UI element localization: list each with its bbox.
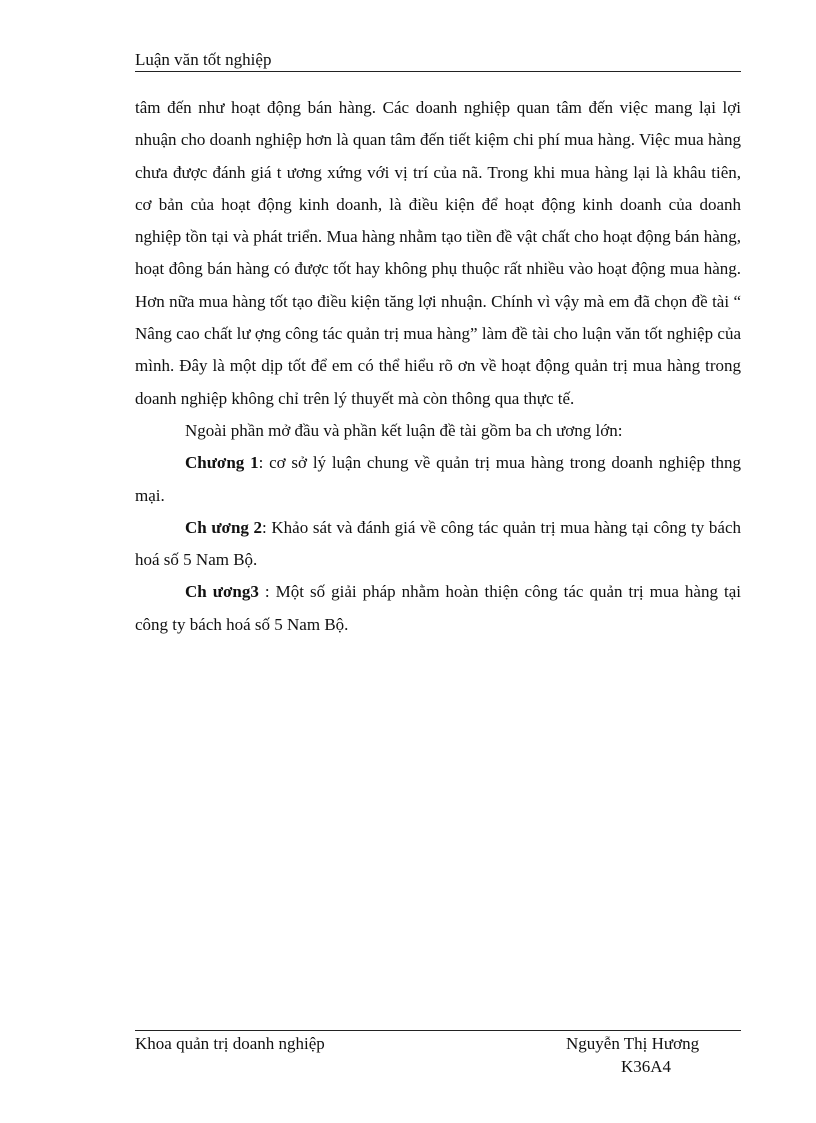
body-text — [135, 92, 741, 641]
chapter-1-label: Chương 1 — [185, 453, 259, 473]
footer-author: Nguyễn Thị Hương — [566, 1034, 700, 1053]
chapter-2-text: : Khảo sát và đánh giá về công tác quản trị mua hàng tại công ty bách hoá số 5 Nam Bộ. — [135, 517, 741, 570]
chapter-3-label: Ch ương3 — [185, 582, 259, 602]
header-rule — [135, 71, 741, 72]
paragraph-intro: tâm đến như hoạt động bán hàng. Các doanh nghiệp quan tâm đến việc mang lại lợi nhuận cho doanh nghiệp hơn là quan tâm đến tiết kiệm chi phí mua hàng. Việc mua hàng chưa được đánh giá t ương xứng với vị trí của nã. Trong khi mua hàng lại là khâu tiên, cơ bản của hoạt động kinh doanh, là điều kiện để hoạt động kinh doanh của doanh nghiệp tồn tại và phát triển. Mua hàng nhằm tạo tiền đề vật chất cho hoạt động bán hàng, hoạt đông bán hàng có được tốt hay không phụ thuộc rất nhiều vào hoạt động mua hàng. Hơn nữa mua hàng tốt tạo điều kiện tăng lợi nhuận. Chính vì vậy mà em đã chọn đề tài “ Nâng cao chất lư ợng công tác quản trị mua hàng” làm đề tài cho luận văn tốt nghiệp của mình. Đây là một dịp tốt để em có thể hiểu rõ ơn về hoạt động quản trị mua hàng trong doanh nghiệp không chỉ trên lý thuyết mà còn thông qua thực tế. — [135, 98, 741, 408]
chapter-1-text: : cơ sở lý luận chung về quản trị mua hàng trong doanh nghiệp thng mại. — [135, 453, 741, 505]
header-title: Luận văn tốt nghiệp — [135, 50, 272, 69]
footer-faculty: Khoa quản trị doanh nghiệp — [135, 1034, 325, 1053]
paragraph-chapter-3 — [135, 576, 741, 641]
paragraph-chapter-1 — [135, 447, 741, 512]
footer-class: K36A4 — [621, 1057, 672, 1076]
chapter-3-text: : Một số giải pháp nhằm hoàn thiện công tác quản trị mua hàng tại công ty bách hoá số 5 Nam Bộ. — [135, 582, 741, 634]
paragraph-chapter-2 — [135, 512, 741, 577]
paragraph-chapters-intro: Ngoài phần mở đầu và phần kết luận đề tài gồm ba ch ương lớn: — [185, 420, 623, 440]
chapter-2-label: Ch ương 2 — [185, 517, 263, 537]
footer-rule — [135, 1030, 741, 1031]
